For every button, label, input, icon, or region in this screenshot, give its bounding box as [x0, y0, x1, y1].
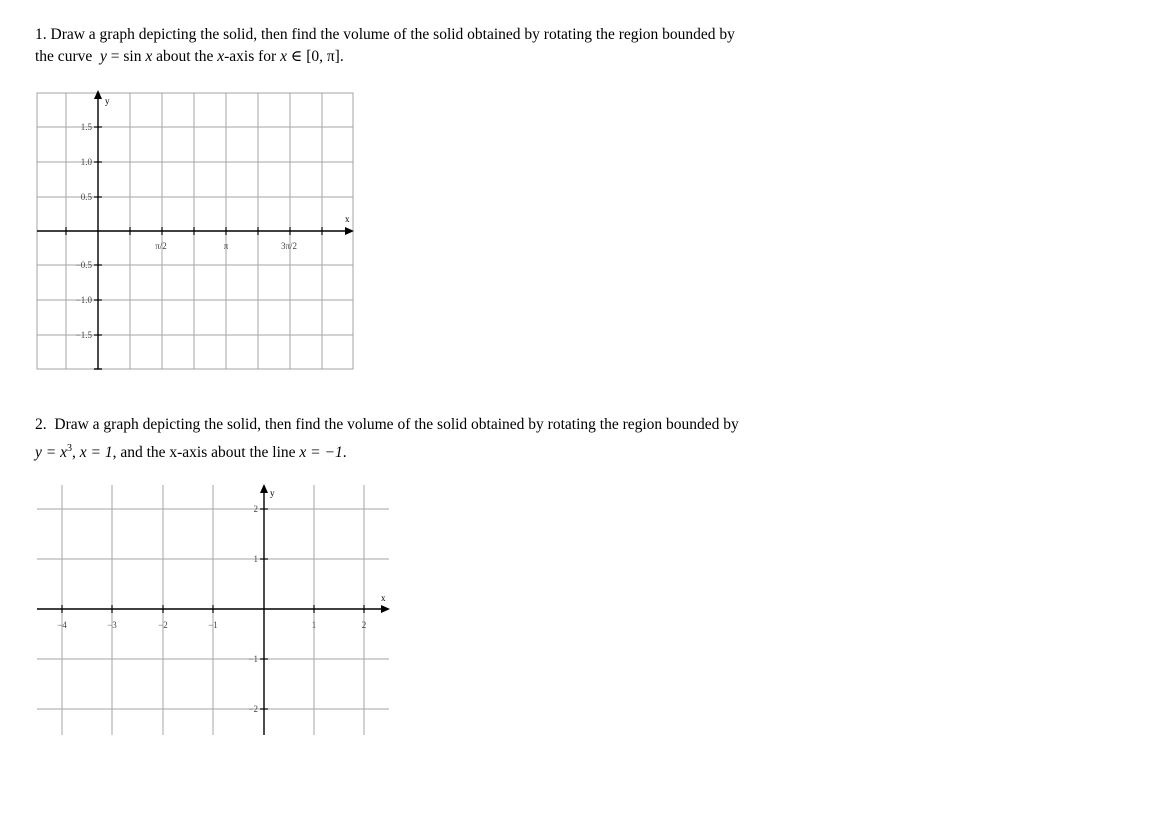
graph-2-ytick-label: 2: [253, 504, 258, 514]
problem-1-text-a: Draw a graph depicting the solid, then find the volume of the solid obtained by rotating the region bounded by: [50, 26, 735, 43]
graph-2-x-label: x: [381, 593, 386, 603]
p1-curve-var: x: [145, 48, 153, 65]
graph-2-xtick-label: −1: [208, 620, 218, 630]
graph-1-xtick-label: 3π/2: [280, 241, 298, 251]
graph-2-xtick-label: −3: [107, 620, 117, 630]
p2-sep1: ,: [71, 444, 80, 462]
graph-1-y-label: y: [105, 96, 110, 106]
graph-1-ytick-label: 0.5: [80, 192, 92, 202]
graph-2-xtick-label: −2: [158, 620, 168, 630]
graph-2-y-label: y: [270, 488, 275, 498]
graph-2-ytick-label: 1: [253, 554, 258, 564]
graph-2-x-arrow: [381, 605, 390, 613]
p2-eq1-exp: 3: [66, 443, 72, 454]
p2-end: .: [342, 444, 347, 462]
graph-2-xtick-label: 1: [311, 620, 317, 630]
graph-2-ytick-label: −1: [248, 654, 258, 664]
p1-interval: ∈ [0, π].: [286, 48, 344, 65]
p1-curve-lhs: y: [99, 48, 107, 65]
p1-interval-var: x: [280, 48, 287, 65]
graph-1-ytick-label: 1.5: [80, 122, 92, 132]
graph-2-xtick-label: −4: [57, 620, 67, 630]
problem-2-number: 2.: [35, 416, 47, 433]
p2-sep2: , and the x-axis about the line: [112, 444, 300, 462]
p1-text-d: -axis for: [224, 48, 281, 65]
problem-1-text-b: the curve: [35, 48, 93, 65]
graph-1-xtick-label: π/2: [155, 241, 167, 251]
problem-2-text-a: Draw a graph depicting the solid, then find the volume of the solid obtained by rotating the region bounded by: [54, 416, 739, 433]
graph-2-y-arrow: [260, 484, 268, 493]
p2-eq3: x = −1: [299, 444, 343, 462]
p1-axis-name: x: [217, 48, 225, 65]
graph-1-ytick-label: 1.0: [80, 157, 92, 167]
p2-eq1-lhs: y: [35, 444, 42, 462]
p1-curve-eq: = sin: [106, 48, 146, 65]
graph-2-xtick-label: 2: [361, 620, 367, 630]
graph-1-x-label: x: [345, 214, 350, 224]
graph-1-xtick-label: π: [223, 241, 229, 251]
graph-2-ytick-label: −2: [248, 704, 258, 714]
p2-eq1-rhs: = x: [41, 444, 67, 462]
graph-1-ytick-label: −0.5: [75, 260, 92, 270]
p1-text-c: about the: [152, 48, 218, 65]
problem-1-number: 1.: [35, 26, 47, 43]
p2-eq2: x = 1: [79, 444, 113, 462]
graph-1-ytick-label: −1.0: [75, 295, 92, 305]
graph-1-ytick-label: −1.5: [75, 330, 92, 340]
